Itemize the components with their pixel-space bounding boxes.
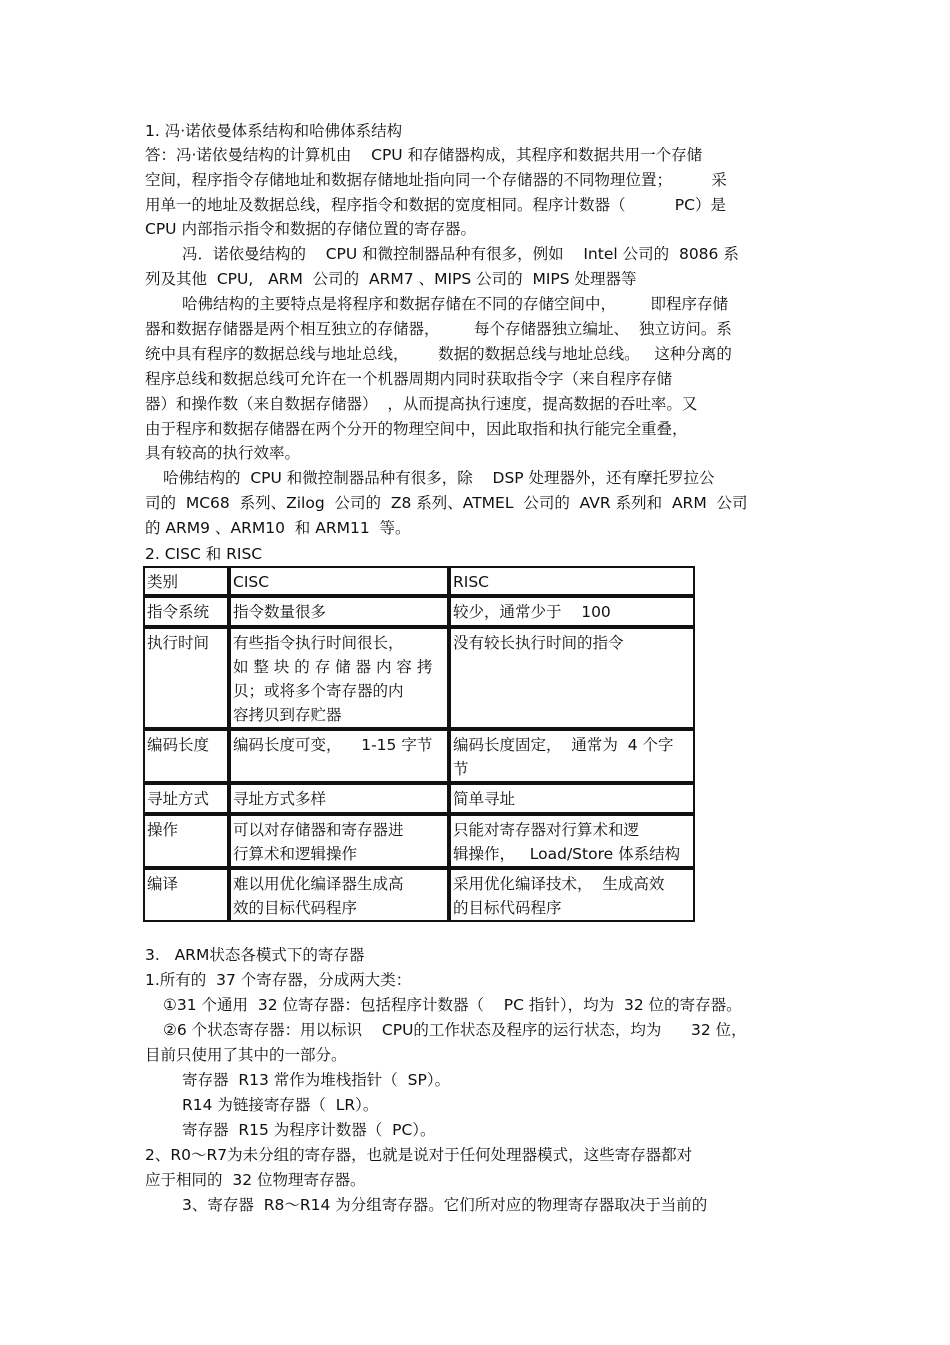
- cisc-risc-table: [143, 566, 695, 922]
- table-cell: 寻址方式: [143, 783, 229, 814]
- paragraph-line: 寄存器 R15 为程序计数器（ PC）。: [182, 1121, 436, 1139]
- section-3-heading: 3. ARM状态各模式下的寄存器: [145, 946, 365, 964]
- section-1-heading: 1. 冯·诺依曼体系结构和哈佛体系结构: [145, 122, 403, 140]
- table-row: [143, 729, 695, 783]
- paragraph-line: 哈佛结构的 CPU 和微控制器品种有很多，除 DSP 处理器外，还有摩托罗拉公: [163, 469, 715, 487]
- paragraph-line: 器）和操作数（来自数据存储器） ，从而提高执行速度，提高数据的吞吐率。又: [145, 395, 698, 413]
- table-cell: 编码长度固定， 通常为 4 个字 节: [449, 729, 695, 783]
- table-cell: 执行时间: [143, 627, 229, 729]
- paragraph-line: 由于程序和数据存储器在两个分开的物理空间中，因此取指和执行能完全重叠，: [145, 420, 688, 438]
- paragraph-line: 冯．诺依曼结构的 CPU 和微控制器品种有很多，例如 Intel 公司的 8086 系: [182, 245, 739, 263]
- paragraph-line: 列及其他 CPU, ARM 公司的 ARM7 、MIPS 公司的 MIPS 处理器等: [145, 270, 637, 288]
- paragraph-line: ②6 个状态寄存器：用以标识 CPU的工作状态及程序的运行状态，均为 32 位，: [163, 1021, 747, 1039]
- paragraph-line: CPU 内部指示指令和数据的存储位置的寄存器。: [145, 220, 476, 238]
- paragraph-line: 应于相同的 32 位物理寄存器。: [145, 1171, 366, 1189]
- table-cell: 编译: [143, 868, 229, 922]
- paragraph-line: 答：冯·诺依曼结构的计算机由 CPU 和存储器构成，其程序和数据共用一个存储: [145, 146, 703, 164]
- paragraph-line: 3、寄存器 R8～R14 为分组寄存器。它们所对应的物理寄存器取决于当前的: [182, 1196, 708, 1214]
- table-cell: 类别: [143, 566, 229, 596]
- paragraph-line: 目前只使用了其中的一部分。: [145, 1046, 347, 1064]
- paragraph-line: 哈佛结构的主要特点是将程序和数据存储在不同的存储空间中， 即程序存储: [182, 295, 728, 313]
- table-cell: 指令系统: [143, 596, 229, 627]
- table-cell: 操作: [143, 814, 229, 868]
- table-cell: 编码长度: [143, 729, 229, 783]
- table-row: [143, 868, 695, 922]
- table-row: [143, 627, 695, 729]
- paragraph-line: 器和数据存储器是两个相互独立的存储器， 每个存储器独立编址、 独立访问。系: [145, 320, 732, 338]
- table-cell: 较少，通常少于 100: [449, 596, 695, 627]
- table-cell: RISC: [449, 566, 695, 596]
- table-cell: 只能对寄存器对行算术和逻 辑操作， Load/Store 体系结构: [449, 814, 695, 868]
- table-cell: 难以用优化编译器生成高 效的目标代码程序: [229, 868, 449, 922]
- table-cell: 采用优化编译技术， 生成高效 的目标代码程序: [449, 868, 695, 922]
- table-cell: 寻址方式多样: [229, 783, 449, 814]
- table-cell: 有些指令执行时间很长， 如 整 块 的 存 储 器 内 容 拷 贝；或将多个寄存器的内 容拷贝到存贮器: [229, 627, 449, 729]
- paragraph-line: 用单一的地址及数据总线，程序指令和数据的宽度相同。程序计数器（ PC）是: [145, 196, 726, 214]
- paragraph-line: 司的 MC68 系列、Zilog 公司的 Z8 系列、ATMEL 公司的 AVR 系列和 ARM 公司: [145, 494, 748, 512]
- paragraph-line: 具有较高的执行效率。: [145, 444, 301, 462]
- paragraph-line: R14 为链接寄存器（ LR）。: [182, 1096, 379, 1114]
- paragraph-line: 2、R0～R7为未分组的寄存器，也就是说对于任何处理器模式，这些寄存器都对: [145, 1146, 693, 1164]
- table-cell: 可以对存储器和寄存器进 行算术和逻辑操作: [229, 814, 449, 868]
- paragraph-line: 统中具有程序的数据总线与地址总线， 数据的数据总线与地址总线。 这种分离的: [145, 345, 732, 363]
- paragraph-line: 程序总线和数据总线可允许在一个机器周期内同时获取指令字（来自程序存储: [145, 370, 673, 388]
- table-row: [143, 814, 695, 868]
- table-row: [143, 783, 695, 814]
- paragraph-line: 的 ARM9 、ARM10 和 ARM11 等。: [145, 519, 411, 537]
- table-cell: 简单寻址: [449, 783, 695, 814]
- table-cell: CISC: [229, 566, 449, 596]
- paragraph-line: ①31 个通用 32 位寄存器：包括程序计数器（ PC 指针），均为 32 位的寄存器。: [163, 996, 742, 1014]
- paragraph-line: 寄存器 R13 常作为堆栈指针（ SP）。: [182, 1071, 451, 1089]
- section-2-heading: 2. CISC 和 RISC: [145, 545, 263, 563]
- table-cell: 没有较长执行时间的指令: [449, 627, 695, 729]
- table-cell: 编码长度可变， 1-15 字节: [229, 729, 449, 783]
- table-row: [143, 596, 695, 627]
- table-cell: 指令数量很多: [229, 596, 449, 627]
- paragraph-line: 1.所有的 37 个寄存器，分成两大类：: [145, 971, 412, 989]
- paragraph-line: 空间，程序指令存储地址和数据存储地址指向同一个存储器的不同物理位置； 采: [145, 171, 727, 189]
- table-row: [143, 566, 695, 596]
